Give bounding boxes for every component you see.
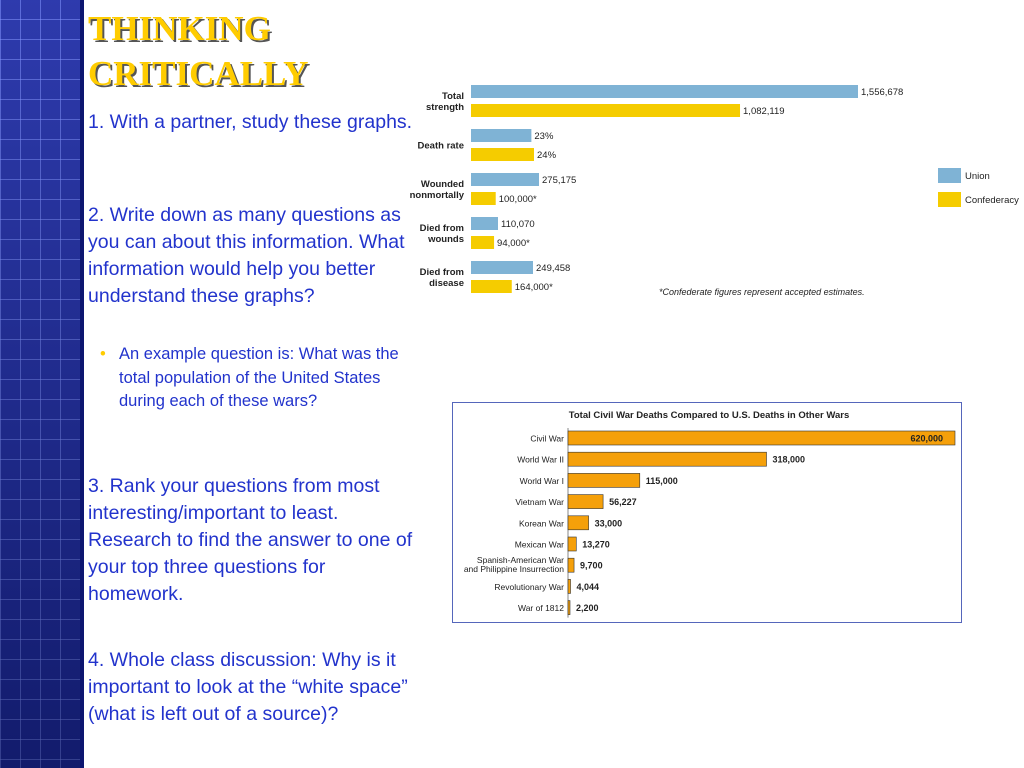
- value-label-mexican-war: 13,270: [582, 539, 610, 550]
- instruction-3: 3. Rank your questions from most interesting/important to least. Research to find the answer to one of your top three questions for homework.: [88, 475, 413, 605]
- value-label-civil-war: 620,000: [910, 433, 943, 444]
- bar-civil-war: [568, 431, 955, 445]
- bar-war-of-1812: [568, 601, 570, 615]
- bar-union-died-from-wounds: [471, 217, 498, 230]
- chart-footnote: *Confederate figures represent accepted estimates.: [659, 287, 865, 297]
- category-label-total-strength-line1: Total: [442, 91, 464, 102]
- value-label-revolutionary-war: 4,044: [576, 581, 600, 592]
- value-label-korean-war: 33,000: [594, 518, 623, 529]
- category-label-revolutionary-war: Revolutionary War: [494, 581, 564, 592]
- value-label-union-died-from-wounds: 110,070: [501, 219, 535, 230]
- bar-world-war-ii: [568, 452, 766, 466]
- bar-union-died-from-disease: [471, 261, 533, 274]
- example-bullet: [100, 343, 419, 414]
- value-label-world-war-i: 115,000: [645, 475, 678, 486]
- legend-label-confederacy: Confederacy: [965, 195, 1019, 206]
- bar-confederacy-died-from-disease: [471, 280, 512, 293]
- category-label-world-war-ii: World War II: [517, 454, 564, 465]
- bar-confederacy-death-rate: [471, 148, 534, 161]
- title-line-1: THINKING: [88, 9, 271, 48]
- decorative-grid-sidebar: [0, 0, 80, 768]
- value-label-union-total-strength: 1,556,678: [861, 87, 904, 98]
- bar-vietnam-war: [568, 495, 603, 509]
- bar-revolutionary-war: [568, 579, 571, 593]
- category-label-spanish-american-war-and-philippine-insurrection-line1: Spanish-American War: [476, 555, 564, 566]
- value-label-union-death-rate: 23%: [534, 131, 554, 142]
- value-label-war-of-1812: 2,200: [576, 603, 599, 614]
- category-label-civil-war: Civil War: [530, 433, 564, 444]
- legend-swatch-confederacy: [938, 192, 961, 207]
- instruction-4: 4. Whole class discussion: Why is it important to look at the “white space” (what is left out of a source)?: [88, 649, 408, 725]
- category-label-korean-war: Korean War: [518, 518, 564, 529]
- category-label-died-from-disease-line1: Died from: [419, 267, 464, 278]
- bar-union-death-rate: [471, 129, 531, 142]
- slide-title: [88, 6, 308, 96]
- bar-confederacy-total-strength: [471, 104, 740, 117]
- category-label-mexican-war: Mexican War: [514, 539, 564, 550]
- bar-confederacy-wounded-nonmortally: [471, 192, 496, 205]
- value-label-union-wounded-nonmortally: 275,175: [542, 175, 577, 186]
- value-label-spanish-american-war-and-philippine-insurrection: 9,700: [580, 560, 603, 571]
- category-label-world-war-i: World War I: [519, 475, 564, 486]
- bar-confederacy-died-from-wounds: [471, 236, 494, 249]
- bullet-icon: •: [100, 345, 106, 363]
- legend-swatch-union: [938, 168, 961, 183]
- instruction-1: 1. With a partner, study these graphs.: [88, 111, 413, 133]
- war-deaths-chart: [452, 402, 962, 623]
- category-label-spanish-american-war-and-philippine-insurrection-line2: and Philippine Insurrection: [463, 564, 564, 575]
- value-label-confederacy-wounded-nonmortally: 100,000*: [498, 194, 537, 205]
- chart-title: Total Civil War Deaths Compared to U.S. Deaths in Other Wars: [568, 410, 850, 421]
- category-label-died-from-wounds-line2: wounds: [428, 234, 464, 245]
- legend-label-union: Union: [965, 171, 990, 182]
- value-label-confederacy-died-from-disease: 164,000*: [514, 282, 553, 293]
- example-question: An example question is: What was the total population of the United States during each of these wars?: [119, 345, 399, 410]
- value-label-vietnam-war: 56,227: [609, 497, 637, 508]
- category-label-wounded-nonmortally-line2: nonmortally: [409, 190, 464, 201]
- value-label-confederacy-death-rate: 24%: [537, 150, 557, 161]
- category-label-war-of-1812: War of 1812: [518, 603, 564, 614]
- value-label-world-war-ii: 318,000: [772, 454, 806, 465]
- value-label-confederacy-total-strength: 1,082,119: [743, 106, 785, 117]
- bar-union-wounded-nonmortally: [471, 173, 539, 186]
- bar-world-war-i: [568, 473, 640, 487]
- category-label-total-strength-line2: strength: [426, 102, 464, 113]
- value-label-confederacy-died-from-wounds: 94,000*: [497, 238, 530, 249]
- category-label-wounded-nonmortally-line1: Wounded: [420, 179, 464, 190]
- bar-spanish-american-war-and-philippine-insurrection: [568, 558, 574, 572]
- category-label-vietnam-war: Vietnam War: [515, 497, 564, 508]
- title-line-2: CRITICALLY: [88, 54, 309, 93]
- bar-korean-war: [568, 516, 589, 530]
- bar-mexican-war: [568, 537, 576, 551]
- bar-union-total-strength: [471, 85, 858, 98]
- category-label-died-from-wounds-line1: Died from: [419, 223, 464, 234]
- value-label-union-died-from-disease: 249,458: [536, 263, 571, 274]
- union-confederacy-chart: [400, 78, 1024, 303]
- category-label-death-rate: Death rate: [417, 140, 464, 152]
- category-label-died-from-disease-line2: disease: [429, 278, 464, 289]
- instruction-2: 2. Write down as many questions as you can about this information. What information would help you better understand these graphs?: [88, 204, 405, 307]
- sidebar-edge: [80, 0, 84, 768]
